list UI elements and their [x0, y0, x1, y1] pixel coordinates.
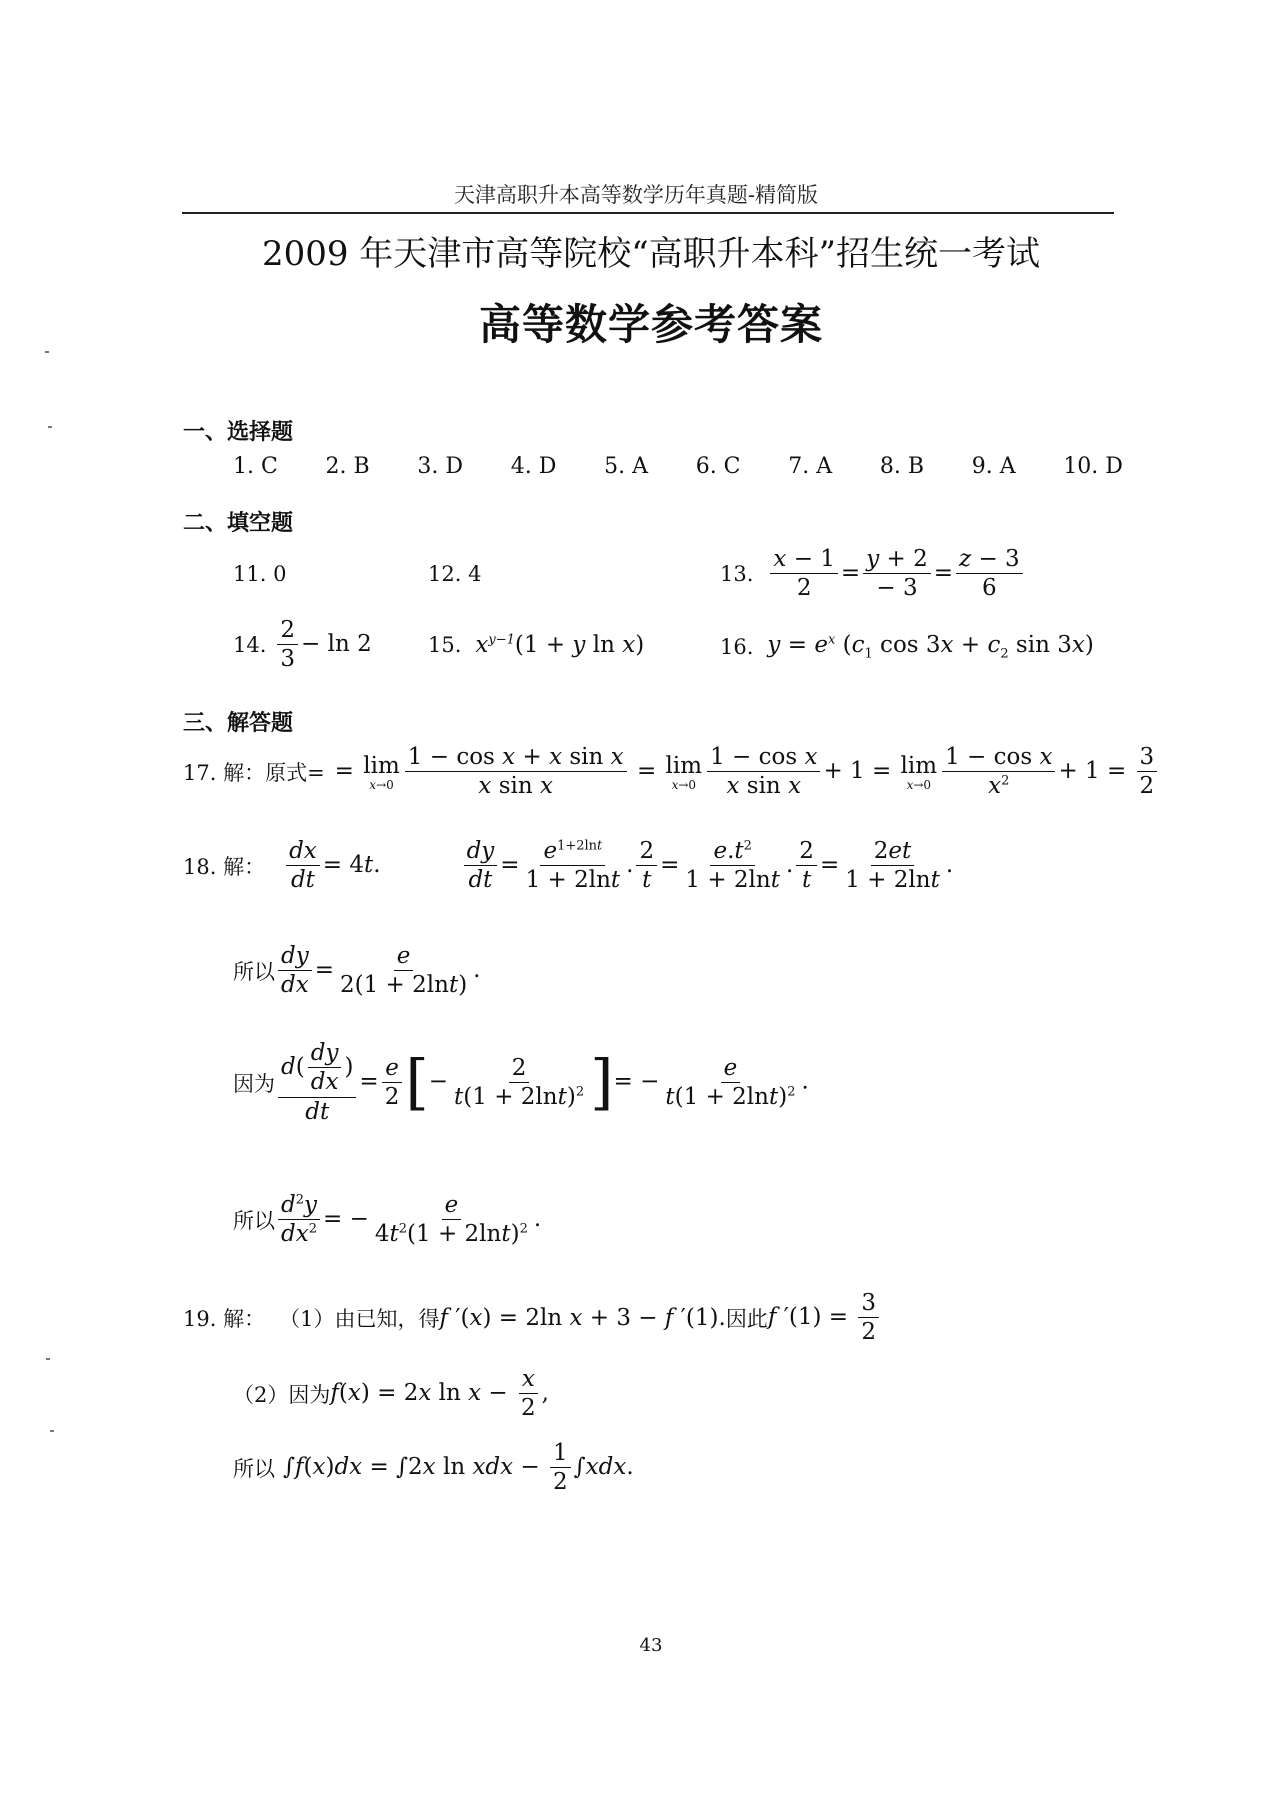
- section-heading-fill: 二、填空题: [183, 510, 294, 536]
- scan-speck: [46, 1358, 50, 1360]
- section-heading-solution: 三、解答题: [183, 710, 294, 736]
- formula-19d: ∫f(x)dx = ∫2x ln xdx − $\frac{1}{2}$ ∫xdx.: [283, 1440, 634, 1496]
- solution-18-second: [233, 1192, 541, 1248]
- scan-speck: [45, 351, 49, 353]
- label-yinci: 因此: [725, 1306, 768, 1331]
- solution-18: [183, 838, 953, 894]
- formula-19a: f ′(x) = 2ln x + 3 − f ′(1).: [439, 1304, 726, 1331]
- scan-speck: [48, 426, 52, 428]
- fill-answer-11: 11. 0: [233, 562, 287, 586]
- answer-item: 2. B: [325, 454, 370, 479]
- solution-17: [183, 744, 1160, 800]
- formula-13: $\frac{x - 1}{2}$ = $\frac{y + 2}{- 3}$ = $\frac{z - 3}{6}$: [767, 546, 1025, 602]
- answer-item: 3. D: [417, 454, 464, 479]
- formula-19c: f(x) = 2x ln x − $\frac{x}{2}$ ,: [330, 1366, 549, 1422]
- formula-18a: $\frac{dx}{dt}$ = 4t.: [283, 838, 380, 894]
- question-number: 17. 解：原式=: [183, 760, 325, 785]
- formula-18b: $\frac{dy}{dt}$ = $\frac{e^{1+2lnt}}{1 + 2\ln t}$ . $\frac{2}{t}$ = $\frac{e.t^2}{1 + 2\ln t}$ . $\frac{2}{t}$ = $\frac{2et}{1 + 2\ln t}$ .: [461, 838, 954, 894]
- header-rule: [182, 212, 1114, 214]
- formula-16: $y = e^x$ ($c_1$ $\cos 3x + c_2$ sin 3x): [767, 632, 1094, 662]
- solution-19-integral: [233, 1440, 634, 1496]
- question-number: 18. 解：: [183, 854, 266, 879]
- answer-item: 8. B: [879, 454, 924, 479]
- solution-19: [183, 1290, 882, 1346]
- question-number: 13.: [720, 561, 754, 586]
- answer-item: 1. C: [233, 454, 278, 479]
- formula-15: $x^{y-1}(1 + y$ ln x): [475, 632, 645, 658]
- answer-item: 7. A: [788, 454, 833, 479]
- solution-18-derivative: [233, 1040, 809, 1125]
- answer-item: 9. A: [971, 454, 1016, 479]
- question-number: 16.: [720, 634, 754, 659]
- page-subtitle: 高等数学参考答案: [478, 300, 823, 349]
- fill-answer-15: [428, 632, 644, 658]
- section-heading-choice: 一、选择题: [183, 419, 294, 445]
- answer-item: 10. D: [1063, 454, 1123, 479]
- label-suoyi: 所以: [233, 1456, 275, 1481]
- formula-17: = lim x→0 $\frac{\text{1 − cos x + x sin x}}{\text{x sin x}}$ = lim x→0 $\frac{\text{1 − cos x}}{\text{x sin x}}$ + 1 = lim x→0 $\frac{\text{1 − cos x}}{x^2}$ + 1 = $\frac{3}{2}$: [335, 744, 1161, 800]
- question-number: 19. 解：: [183, 1306, 266, 1331]
- solution-19-part1: （1）由已知，得: [279, 1306, 440, 1331]
- fill-answer-13: [720, 546, 1026, 602]
- question-number: 14.: [233, 632, 267, 657]
- running-header: 天津高职升本高等数学历年真题-精简版: [453, 183, 819, 207]
- formula-18c: $\frac{dy}{dx}$ = $\frac{e}{2(1 + 2\ln t)}$ .: [275, 943, 480, 999]
- label-yinwei: 因为: [233, 1071, 275, 1096]
- formula-14: $\frac{2}{3}$ − ln 2: [274, 617, 371, 673]
- question-number: 15.: [428, 633, 462, 657]
- label-suoyi: 所以: [233, 1208, 275, 1233]
- answer-item: 4. D: [510, 454, 557, 479]
- formula-19b: f ′(1) = $\frac{3}{2}$: [768, 1290, 882, 1346]
- solution-19-part2-text: （2）因为: [233, 1382, 331, 1407]
- solution-18-dydx: [233, 943, 480, 999]
- page-number: 43: [639, 1635, 663, 1656]
- fill-answer-16: [720, 632, 1094, 662]
- choice-answers: [233, 454, 1123, 479]
- formula-18d: d( $\frac{dy}{dx}$ ) dt = $\frac{e}{2}$ [− $\frac{2}{t(1 + 2\ln t)^2}$ ]= − $\frac{e}{t(1 + 2\ln t)^2}$ .: [275, 1040, 809, 1125]
- page-title: 2009 年天津市高等院校“高职升本科”招生统一考试: [261, 234, 1041, 274]
- solution-19-part2: [233, 1366, 549, 1422]
- formula-18e: $\frac{d^2y}{dx^2}$ = − $\frac{e}{4t^2(1 + 2\ln t)^2}$ .: [275, 1192, 541, 1248]
- fill-answer-12: 12. 4: [428, 562, 482, 586]
- answer-item: 6. C: [695, 454, 741, 479]
- scan-speck: [50, 1430, 54, 1432]
- label-suoyi: 所以: [233, 959, 275, 984]
- answer-item: 5. A: [604, 454, 648, 479]
- fill-answer-14: [233, 617, 372, 673]
